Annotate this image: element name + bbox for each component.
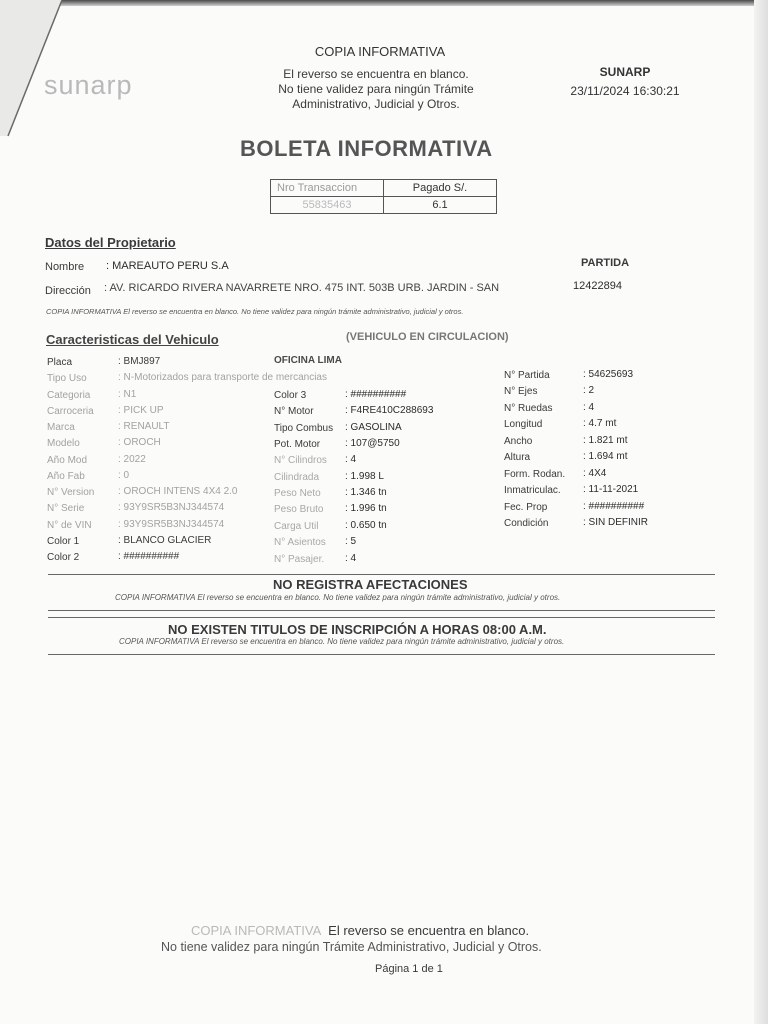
- paid-amount-value: 6.1: [384, 197, 497, 214]
- col1-value: : N-Motorizados para transporte de mercancias: [118, 372, 327, 384]
- notice-line-1: El reverso se encuentra en blanco.: [283, 67, 469, 81]
- col2-value: : 4: [345, 454, 357, 466]
- col1-label: N° Serie: [47, 503, 85, 515]
- col1-label: Año Mod: [47, 454, 88, 466]
- col3-label: Altura: [504, 452, 531, 464]
- col3-value: : 4: [583, 401, 595, 413]
- col3-value: : 2: [583, 385, 595, 397]
- col1-label: Categoria: [47, 389, 91, 401]
- col1-label: N° de VIN: [47, 519, 92, 531]
- transaction-table: [270, 179, 497, 214]
- col2-label: Peso Neto: [274, 488, 321, 500]
- col3-value: : 1.694 mt: [583, 451, 628, 463]
- col1-value: : RENAULT: [118, 421, 170, 432]
- col3-value: : 1.821 mt: [583, 434, 628, 446]
- col1-label: Color 2: [47, 552, 80, 563]
- scan-top-edge: [0, 0, 768, 6]
- notice-block: [248, 67, 504, 112]
- col2-value: : GASOLINA: [345, 421, 402, 433]
- col1-label: Modelo: [47, 438, 80, 450]
- afectaciones-title: NO REGISTRA AFECTACIONES: [273, 577, 468, 592]
- col3-label: Longitud: [504, 419, 543, 431]
- col2-label: Peso Bruto: [274, 504, 324, 516]
- col2-value: : 5: [345, 536, 357, 548]
- footer-copy-label: COPIA INFORMATIVA: [191, 923, 321, 938]
- col2-value: : 1.998 L: [345, 470, 384, 482]
- vehicle-status: (VEHICULO EN CIRCULACION): [346, 331, 509, 343]
- titulos-title: NO EXISTEN TITULOS DE INSCRIPCIÓN A HORAS 08:00 A.M.: [168, 622, 547, 637]
- col1-value: : PICK UP: [118, 404, 164, 416]
- transaction-number-value: 55835463: [271, 197, 384, 214]
- owner-name-value: : MAREAUTO PERU S.A: [106, 260, 229, 272]
- col2-label: Pot. Motor: [274, 439, 321, 451]
- footer-line-1: [191, 923, 529, 938]
- col3-label: Form. Rodan.: [504, 468, 566, 480]
- col1-value: : N1: [118, 388, 137, 400]
- col2-label: N° Motor: [274, 406, 314, 418]
- partida-value: 12422894: [573, 280, 622, 292]
- divider-line: [48, 654, 715, 655]
- col1-label: Tipo Uso: [47, 373, 87, 385]
- divider-line: [48, 574, 715, 575]
- page-number: Página 1 de 1: [375, 963, 443, 975]
- col3-label: Fec. Prop: [504, 501, 548, 513]
- col3-label: N° Partida: [504, 370, 550, 381]
- office-label: OFICINA LIMA: [274, 355, 342, 366]
- col3-value: : ##########: [583, 500, 645, 512]
- col1-value: : 2022: [118, 453, 146, 465]
- sunarp-watermark-logo: sunarp: [44, 70, 133, 100]
- col1-value: : OROCH INTENS 4X4 2.0: [118, 486, 238, 497]
- paid-amount-header: Pagado S/.: [384, 180, 497, 197]
- transaction-number-header: Nro Transaccion: [271, 180, 384, 197]
- col3-label: N° Ruedas: [504, 402, 553, 414]
- owner-name-label: Nombre: [45, 261, 85, 273]
- col1-value: : 93Y9SR5B3NJ344574: [118, 502, 225, 514]
- col1-value: : OROCH: [118, 437, 161, 449]
- col3-value: : 4.7 mt: [583, 418, 617, 430]
- col2-value: : 0.650 tn: [345, 519, 387, 531]
- col1-label: Marca: [47, 422, 75, 433]
- notice-line-3: Administrativo, Judicial y Otros.: [292, 97, 460, 111]
- vehicle-section-title: Caracteristicas del Vehiculo: [46, 332, 219, 347]
- col2-value: : 4: [345, 552, 357, 564]
- footer-blank-notice: El reverso se encuentra en blanco.: [328, 923, 530, 938]
- col2-value: : ##########: [345, 389, 407, 400]
- col2-value: : 1.346 tn: [345, 487, 387, 499]
- col2-label: N° Asientos: [274, 537, 326, 549]
- afectaciones-note: COPIA INFORMATIVA El reverso se encuentra en blanco. No tiene validez para ningún trámite administrativo, judicial y otros.: [115, 593, 561, 602]
- scan-right-edge: [754, 0, 768, 1024]
- col1-label: N° Version: [47, 487, 95, 498]
- titulos-note: COPIA INFORMATIVA El reverso se encuentra en blanco. No tiene validez para ningún trámite administrativo, judicial y otros.: [119, 637, 565, 646]
- col3-value: : 54625693: [583, 369, 634, 380]
- col3-value: : 11-11-2021: [583, 484, 639, 496]
- col2-label: N° Pasajer.: [274, 553, 325, 565]
- col1-label: Año Fab: [47, 470, 85, 482]
- page-title: BOLETA INFORMATIVA: [240, 136, 493, 161]
- notice-line-2: No tiene validez para ningún Trámite: [278, 82, 474, 96]
- owner-section-title: Datos del Propietario: [45, 235, 176, 250]
- col2-label: Carga Util: [274, 520, 319, 532]
- col1-label: Color 1: [47, 535, 80, 547]
- col3-label: Condición: [504, 518, 549, 530]
- org-name: SUNARP: [599, 65, 651, 79]
- col3-label: Ancho: [504, 435, 533, 447]
- col2-label: N° Cilindros: [274, 455, 327, 467]
- col2-label: Tipo Combus: [274, 422, 334, 434]
- copy-title: COPIA INFORMATIVA: [314, 44, 446, 59]
- col2-label: Color 3: [274, 390, 307, 401]
- col1-value: : ##########: [118, 551, 180, 562]
- owner-copy-note: COPIA INFORMATIVA El reverso se encuentra en blanco. No tiene validez para ningún trámite administrativo, judicial y otros.: [46, 307, 464, 316]
- col3-label: N° Ejes: [504, 386, 538, 398]
- owner-address-label: Dirección: [45, 285, 91, 297]
- col2-value: : 107@5750: [345, 438, 400, 450]
- col1-value: : 93Y9SR5B3NJ344574: [118, 518, 225, 530]
- partida-label: PARTIDA: [581, 257, 630, 269]
- col1-label: Placa: [47, 357, 73, 368]
- col2-label: Cilindrada: [274, 471, 320, 483]
- col2-value: : 1.996 tn: [345, 503, 387, 515]
- col3-value: : 4X4: [583, 467, 607, 479]
- col3-value: : SIN DEFINIR: [583, 517, 649, 529]
- report-datetime: 23/11/2024 16:30:21: [570, 84, 680, 98]
- col2-value: : F4RE410C288693: [345, 405, 434, 417]
- divider-line: [48, 610, 715, 611]
- col1-value: : BMJ897: [118, 356, 161, 367]
- col1-label: Carroceria: [47, 405, 94, 417]
- divider-line: [48, 617, 715, 618]
- col1-value: : 0: [118, 469, 130, 481]
- col3-label: Inmatriculac.: [504, 485, 561, 497]
- col1-value: : BLANCO GLACIER: [118, 534, 212, 546]
- footer-line-2: No tiene validez para ningún Trámite Administrativo, Judicial y Otros.: [161, 940, 542, 954]
- owner-address-value: : AV. RICARDO RIVERA NAVARRETE NRO. 475 INT. 503B URB. JARDIN - SAN: [104, 282, 500, 294]
